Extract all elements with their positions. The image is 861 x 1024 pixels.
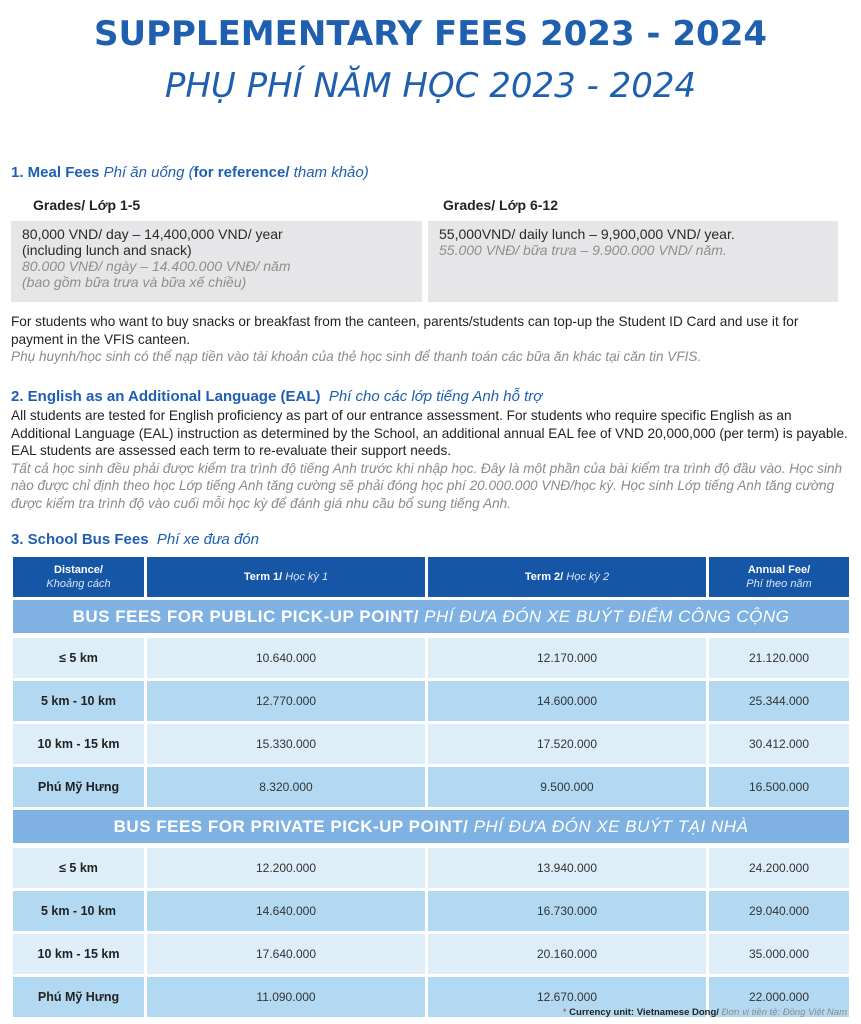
- footnote-asterisk: *: [562, 1007, 567, 1018]
- bus-fees-table: [13, 557, 849, 1020]
- currency-footnote: [563, 1007, 847, 1018]
- bus-heading-en: 3. School Bus Fees: [11, 531, 149, 548]
- col-header-term1: [147, 557, 425, 597]
- cell-term2: 13.940.000: [428, 848, 706, 888]
- table-row: [13, 848, 849, 888]
- eal-body-vi: Tất cả học sinh đều phải được kiểm tra trình độ tiếng Anh trước khi nhập học. Đây là một phần của bài kiểm tra trình độ đầu vào. Học sinh nào được chỉ định theo học Lớp tiếng Anh tăng cường sẽ phải đóng học phí 20.000.000 VNĐ/học kỳ. Học sinh Lớp tiếng Anh tăng cường được kiểm tra trình độ vào cuối mỗi học kỳ để đánh giá nhu cầu bổ sung tiếng Anh.: [11, 460, 843, 511]
- group-band-private: [13, 810, 849, 843]
- group-title-en: BUS FEES FOR PUBLIC PICK-UP POINT/: [72, 607, 419, 626]
- footnote-en: Currency unit: Vietnamese Dong/: [566, 1007, 719, 1018]
- col-annual-en: Annual Fee/: [747, 564, 811, 576]
- table-row: [13, 767, 849, 807]
- meal-1-5-en-line1: 80,000 VND/ day – 14,400,000 VND/ year: [22, 226, 283, 242]
- table-row: [13, 638, 849, 678]
- cell-distance: 10 km - 15 km: [13, 724, 144, 764]
- cell-term2: 20.160.000: [428, 934, 706, 974]
- group-title-vi: PHÍ ĐƯA ĐÓN XE BUÝT ĐIỂM CÔNG CỘNG: [418, 607, 790, 626]
- meal-1-5-vi-line1: 80.000 VNĐ/ ngày – 14.400.000 VNĐ/ năm: [22, 258, 291, 274]
- group-title-vi: PHÍ ĐƯA ĐÓN XE BUÝT TẠI NHÀ: [468, 817, 749, 836]
- table-row: [13, 724, 849, 764]
- eal-heading-en: 2. English as an Additional Language (EAL): [11, 388, 321, 405]
- meal-1-5-vi-line2: (bao gồm bữa trưa và bữa xế chiều): [22, 274, 247, 290]
- meal-box-grades-6-12: [428, 221, 838, 302]
- cell-term2: 16.730.000: [428, 891, 706, 931]
- cell-annual: 35.000.000: [709, 934, 849, 974]
- cell-annual: 30.412.000: [709, 724, 849, 764]
- group-title-en: BUS FEES FOR PRIVATE PICK-UP POINT/: [113, 817, 469, 836]
- cell-annual: 16.500.000: [709, 767, 849, 807]
- col-distance-vi: Khoảng cách: [46, 578, 111, 590]
- meal-note-en: For students who want to buy snacks or breakfast from the canteen, parents/students can top-up the Student ID Card and use it for payment in the VFIS canteen.: [11, 314, 799, 347]
- col-annual-vi: Phí theo năm: [746, 578, 812, 590]
- table-row: [13, 891, 849, 931]
- meal-heading-vi: Phí ăn uống (: [103, 164, 194, 181]
- eal-body: [11, 407, 853, 512]
- cell-term1: 8.320.000: [147, 767, 425, 807]
- cell-term2: 17.520.000: [428, 724, 706, 764]
- bus-section-heading: [11, 531, 259, 548]
- grade-label-1-5: Grades/ Lớp 1-5: [33, 197, 141, 213]
- meal-box-grades-1-5: [11, 221, 422, 302]
- cell-term1: 10.640.000: [147, 638, 425, 678]
- cell-term1: 15.330.000: [147, 724, 425, 764]
- table-header-row: [13, 557, 849, 597]
- cell-term1: 14.640.000: [147, 891, 425, 931]
- col-header-annual: [709, 557, 849, 597]
- col-term2-vi: Học kỳ 2: [563, 571, 610, 583]
- table-row: [13, 934, 849, 974]
- cell-term1: 17.640.000: [147, 934, 425, 974]
- col-term2-en: Term 2/: [524, 571, 564, 583]
- cell-term2: 12.170.000: [428, 638, 706, 678]
- cell-term2: 12.670.000: [428, 977, 706, 1017]
- col-term1-en: Term 1/: [243, 571, 283, 583]
- cell-distance: 10 km - 15 km: [13, 934, 144, 974]
- meal-6-12-vi-line1: 55.000 VNĐ/ bữa trưa – 9.900.000 VND/ năm.: [439, 242, 727, 258]
- cell-distance: Phú Mỹ Hưng: [13, 977, 144, 1017]
- meal-6-12-en-line1: 55,000VND/ daily lunch – 9,900,000 VND/ year.: [439, 226, 735, 242]
- col-header-distance: [13, 557, 144, 597]
- table-row: [13, 681, 849, 721]
- grade-label-6-12: Grades/ Lớp 6-12: [443, 197, 558, 213]
- cell-term1: 12.200.000: [147, 848, 425, 888]
- cell-distance: 5 km - 10 km: [13, 681, 144, 721]
- cell-term1: 11.090.000: [147, 977, 425, 1017]
- page-title-en: SUPPLEMENTARY FEES 2023 - 2024: [93, 14, 768, 54]
- cell-distance: Phú Mỹ Hưng: [13, 767, 144, 807]
- meal-note: [11, 313, 853, 366]
- cell-annual: 21.120.000: [709, 638, 849, 678]
- cell-annual: 29.040.000: [709, 891, 849, 931]
- cell-annual: 25.344.000: [709, 681, 849, 721]
- cell-annual: 22.000.000: [709, 977, 849, 1017]
- cell-distance: ≤ 5 km: [13, 848, 144, 888]
- meal-section-heading: [11, 164, 369, 181]
- group-band-public: [13, 600, 849, 633]
- col-term1-vi: Học kỳ 1: [282, 571, 329, 583]
- eal-body-en: All students are tested for English proficiency as part of our entrance assessment. For students who require specific English as an Additional Language (EAL) instruction as determined by the School, an additional annual EAL fee of VND 20,000,000 (per term) is payable. EAL students are assessed each term to re-evaluate their support needs.: [11, 408, 848, 458]
- cell-distance: 5 km - 10 km: [13, 891, 144, 931]
- eal-section-heading: [11, 388, 542, 405]
- meal-heading-en: 1. Meal Fees: [11, 164, 100, 181]
- eal-heading-vi: Phí cho các lớp tiếng Anh hỗ trợ: [328, 388, 543, 405]
- col-header-term2: [428, 557, 706, 597]
- meal-1-5-en-line2: (including lunch and snack): [22, 242, 192, 258]
- cell-term1: 12.770.000: [147, 681, 425, 721]
- meal-note-vi: Phụ huynh/học sinh có thể nạp tiền vào tài khoản của thẻ học sinh để thanh toán các bữa ăn khác tại căn tin VFIS.: [11, 349, 702, 364]
- cell-distance: ≤ 5 km: [13, 638, 144, 678]
- cell-term2: 9.500.000: [428, 767, 706, 807]
- meal-heading-ref-en: for reference/: [193, 164, 290, 181]
- page-title-vi: PHỤ PHÍ NĂM HỌC 2023 - 2024: [164, 66, 697, 106]
- footnote-vi: Đơn vị tiền tệ: Đồng Việt Nam: [718, 1007, 847, 1018]
- cell-term2: 14.600.000: [428, 681, 706, 721]
- col-distance-en: Distance/: [54, 564, 103, 576]
- bus-heading-vi: Phí xe đưa đón: [156, 531, 259, 548]
- meal-heading-ref-vi: tham khảo): [289, 164, 369, 181]
- cell-annual: 24.200.000: [709, 848, 849, 888]
